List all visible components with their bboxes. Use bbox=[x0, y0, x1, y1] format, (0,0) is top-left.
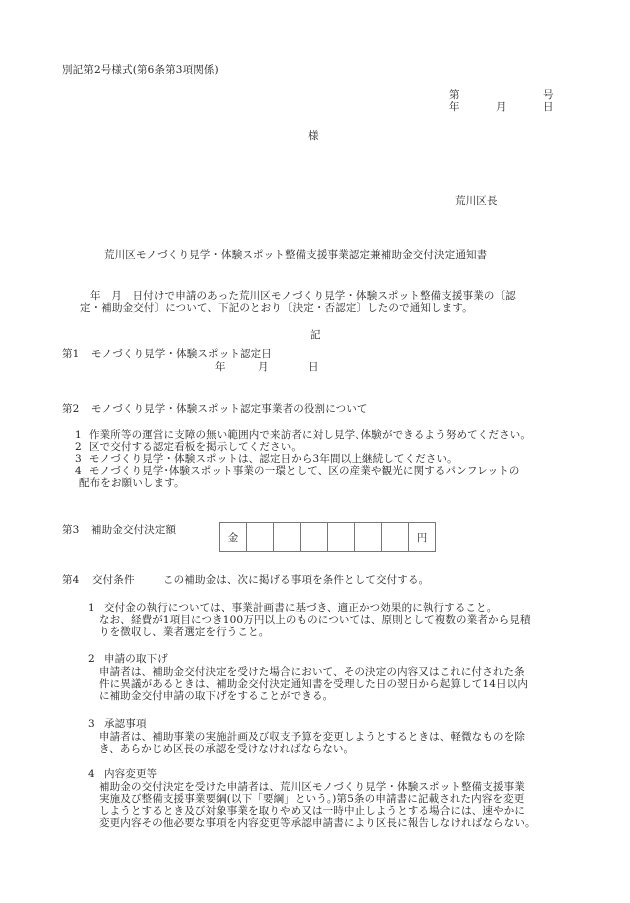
intro-line-2: 定・補助金交付〕について、下記のとおり〔決定・否認定〕したので通知します。 bbox=[80, 302, 473, 314]
condition-item-title: 内容変更等 bbox=[104, 768, 158, 780]
amount-digit-cell[interactable] bbox=[274, 523, 301, 552]
role-item-number: 3 bbox=[75, 453, 82, 465]
condition-item-number: 1 bbox=[88, 602, 95, 614]
amount-prefix: 金 bbox=[220, 523, 247, 552]
section-4-number: 第4 bbox=[62, 574, 80, 586]
amount-suffix: 円 bbox=[409, 523, 436, 552]
amount-digit-cell[interactable] bbox=[382, 523, 409, 552]
number-suffix: 号 bbox=[543, 89, 554, 101]
condition-item-title: 申請の取下げ bbox=[104, 653, 168, 665]
section-4-heading: 交付条件 bbox=[92, 574, 135, 586]
date-year: 年 bbox=[449, 101, 460, 113]
role-item-number: 2 bbox=[75, 441, 82, 453]
condition-item-text: しようとするとき及び対象事業を取りやめ又は一時中止しようとする場合には、速やかに bbox=[99, 805, 525, 817]
role-item-text: モノづくり見学･体験スポット事業の一環として、区の産業や観光に関するパンフレットの bbox=[89, 465, 520, 477]
number-prefix: 第 bbox=[449, 89, 460, 101]
section-1-heading: モノづくり見学・体験スポット認定日 bbox=[91, 348, 272, 360]
issuer: 荒川区長 bbox=[455, 195, 498, 207]
date-month: 月 bbox=[496, 101, 507, 113]
intro-line-1: 年 月 日付けで申請のあった荒川区モノづくり見学・体験スポット整備支援事業の〔認 bbox=[90, 290, 516, 302]
section-1-day: 日 bbox=[308, 361, 319, 373]
condition-item-text: なお、経費が1項目につき100万円以上のものについては、原則として複数の業者から見積 bbox=[99, 614, 531, 626]
role-item-text: 区で交付する認定看板を掲示してください。 bbox=[89, 441, 302, 453]
form-label: 別記第2号様式(第6条第3項関係) bbox=[62, 64, 219, 76]
amount-digit-cell[interactable] bbox=[247, 523, 274, 552]
addressee-suffix: 様 bbox=[308, 130, 319, 142]
condition-item-text: りを徴収し、業者選定を行うこと。 bbox=[99, 626, 270, 638]
role-item-text: 作業所等の運営に支障の無い範囲内で来訪者に対し見学､体験ができるよう努めてください。 bbox=[89, 429, 532, 441]
condition-item-number: 4 bbox=[88, 768, 95, 780]
section-1-month: 月 bbox=[258, 361, 269, 373]
ki-heading: 記 bbox=[310, 329, 321, 341]
condition-item-title: 交付金の執行については、事業計画書に基づき、適正かつ効果的に執行すること。 bbox=[104, 602, 498, 614]
condition-item-text: 申請者は、補助事業の実施計画及び収支予算を変更しようとするときは、軽微なものを除 bbox=[99, 731, 525, 743]
section-4-lead: この補助金は、次に掲げる事項を条件として交付する。 bbox=[163, 574, 430, 586]
section-2-heading: モノづくり見学・体験スポット認定事業者の役割について bbox=[91, 403, 368, 415]
amount-digit-cell[interactable] bbox=[301, 523, 328, 552]
condition-item-number: 3 bbox=[88, 718, 95, 730]
section-3-number: 第3 bbox=[62, 524, 80, 536]
condition-item-text: き、あらかじめ区長の承認を受けなければならない。 bbox=[99, 743, 355, 755]
condition-item-text: 変更内容その他必要な事項を内容変更等承認申請書により区長に報告しなければならない。 bbox=[99, 817, 536, 829]
document-title: 荒川区モノづくり見学・体験スポット整備支援事業認定兼補助金交付決定通知書 bbox=[104, 249, 488, 261]
role-item-number: 4 bbox=[75, 465, 82, 477]
condition-item-text: に補助金交付申請の取下げをすることができる。 bbox=[99, 690, 334, 702]
section-1-number: 第1 bbox=[62, 348, 80, 360]
amount-digit-cell[interactable] bbox=[328, 523, 355, 552]
role-item-text-continued: 配布をお願いします。 bbox=[79, 477, 185, 489]
condition-item-number: 2 bbox=[88, 653, 95, 665]
role-item-text: モノづくり見学・体験スポットは、認定日から3年間以上継続してください。 bbox=[89, 453, 458, 465]
amount-table bbox=[219, 522, 436, 552]
section-2-number: 第2 bbox=[62, 403, 80, 415]
date-day: 日 bbox=[543, 101, 554, 113]
section-1-year: 年 bbox=[215, 361, 226, 373]
condition-item-text: 申請者は、補助金交付決定を受けた場合において、その決定の内容又はこれに付された条 bbox=[99, 666, 525, 678]
condition-item-text: 補助金の交付決定を受けた申請者は、荒川区モノづくり見学・体験スポット整備支援事業 bbox=[99, 781, 525, 793]
condition-item-title: 承認事項 bbox=[104, 718, 147, 730]
amount-digit-cell[interactable] bbox=[355, 523, 382, 552]
condition-item-text: 実施及び整備支援事業要綱(以下「要綱」という。)第5条の申請書に記載された内容を変更 bbox=[99, 793, 525, 805]
role-item-number: 1 bbox=[75, 429, 82, 441]
section-3-heading: 補助金交付決定額 bbox=[91, 524, 177, 536]
condition-item-text: 件に異議があるときは、補助金交付決定通知書を受理した日の翌日から起算して14日以内 bbox=[99, 678, 529, 690]
